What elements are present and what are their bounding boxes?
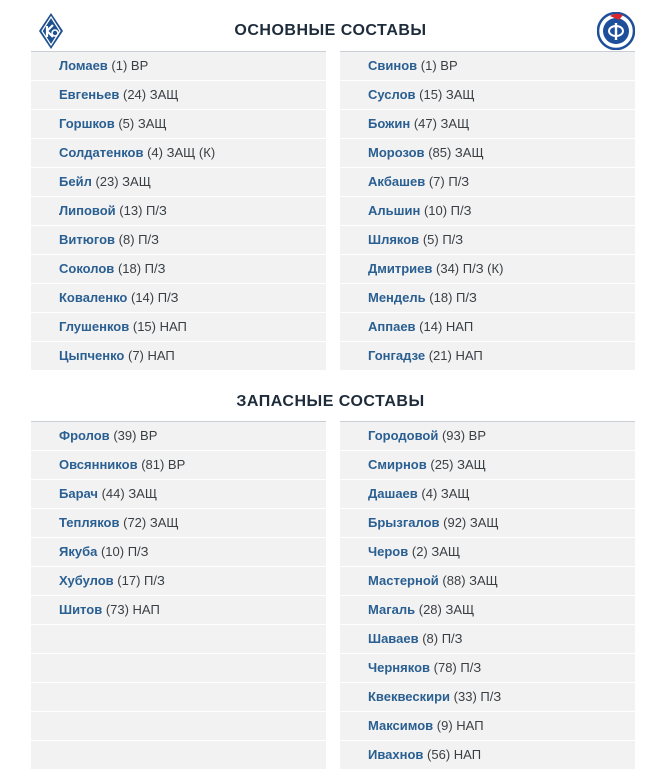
starting-away-list: [340, 51, 635, 371]
player-name-link[interactable]: Витюгов: [59, 232, 116, 247]
player-name-link[interactable]: Брызгалов: [368, 515, 440, 530]
player-name-link[interactable]: Божин: [368, 116, 411, 131]
player-number-position: (7) НАП: [127, 348, 175, 363]
player-number-position: (15) ЗАЩ: [419, 87, 475, 102]
player-name-link[interactable]: Мастерной: [368, 573, 439, 588]
player-name-link[interactable]: Евгеньев: [59, 87, 120, 102]
player-name-link[interactable]: Солдатенков: [59, 145, 144, 160]
player-name-link[interactable]: Бейл: [59, 174, 92, 189]
player-number-position: (93) ВР: [441, 428, 487, 443]
player-row: [340, 110, 635, 139]
player-row: [340, 226, 635, 255]
player-number-position: (2) ЗАЩ: [411, 544, 461, 559]
player-row: [31, 451, 326, 480]
player-name-link[interactable]: Аппаев: [368, 319, 416, 334]
player-number-position: (18) П/З: [429, 290, 477, 305]
player-row: [340, 313, 635, 342]
player-number-position: (10) П/З: [100, 544, 149, 559]
substitutes-title: ЗАПАСНЫЕ СОСТАВЫ: [236, 393, 425, 410]
player-number-position: (8) П/З: [422, 631, 463, 646]
empty-row: [31, 741, 326, 770]
player-number-position: (33) П/З: [453, 689, 502, 704]
player-number-position: (34) П/З (К): [436, 261, 504, 276]
player-name-link[interactable]: Магаль: [368, 602, 416, 617]
empty-row: [31, 625, 326, 654]
player-number-position: (85) ЗАЩ: [428, 145, 484, 160]
player-name-link[interactable]: Гонгадзе: [368, 348, 426, 363]
player-name-link[interactable]: Свинов: [368, 58, 418, 73]
player-row: [31, 567, 326, 596]
player-number-position: (17) П/З: [117, 573, 165, 588]
player-row: [340, 451, 635, 480]
empty-row: [31, 683, 326, 712]
player-number-position: (25) ЗАЩ: [430, 457, 486, 472]
player-name-link[interactable]: Коваленко: [59, 290, 128, 305]
player-number-position: (4) ЗАЩ (К): [147, 145, 216, 160]
player-row: [340, 625, 635, 654]
player-number-position: (39) ВР: [113, 428, 158, 443]
player-number-position: (18) П/З: [117, 261, 166, 276]
starting-lineups-title: ОСНОВНЫЕ СОСТАВЫ: [234, 22, 427, 39]
player-number-position: (15) НАП: [132, 319, 187, 334]
player-name-link[interactable]: Суслов: [368, 87, 416, 102]
player-number-position: (7) П/З: [428, 174, 470, 189]
player-number-position: (88) ЗАЩ: [442, 573, 498, 588]
player-row: [340, 712, 635, 741]
player-row: [340, 52, 635, 81]
player-number-position: (44) ЗАЩ: [101, 486, 158, 501]
substitutes-home-list: [31, 421, 326, 770]
player-row: [340, 567, 635, 596]
player-number-position: (23) ЗАЩ: [95, 174, 151, 189]
player-name-link[interactable]: Тепляков: [59, 515, 120, 530]
player-row: [31, 52, 326, 81]
player-row: [340, 255, 635, 284]
player-row: [340, 654, 635, 683]
player-number-position: (1) ВР: [111, 58, 149, 73]
player-name-link[interactable]: Черов: [368, 544, 409, 559]
player-number-position: (5) ЗАЩ: [118, 116, 167, 131]
player-name-link[interactable]: Липовой: [59, 203, 116, 218]
player-row: [340, 168, 635, 197]
empty-row: [31, 712, 326, 741]
player-name-link[interactable]: Городовой: [368, 428, 439, 443]
player-number-position: (9) НАП: [436, 718, 484, 733]
player-name-link[interactable]: Шляков: [368, 232, 420, 247]
player-row: [31, 139, 326, 168]
player-number-position: (47) ЗАЩ: [413, 116, 470, 131]
player-row: [340, 741, 635, 770]
player-number-position: (8) П/З: [118, 232, 159, 247]
substitutes-away-list: [340, 421, 635, 770]
player-name-link[interactable]: Соколов: [59, 261, 115, 276]
player-row: [31, 422, 326, 451]
player-name-link[interactable]: Квеквескири: [368, 689, 451, 704]
player-row: [340, 284, 635, 313]
player-number-position: (56) НАП: [427, 747, 482, 762]
player-row: [340, 480, 635, 509]
player-number-position: (14) НАП: [419, 319, 474, 334]
player-number-position: (24) ЗАЩ: [123, 87, 179, 102]
player-number-position: (73) НАП: [105, 602, 160, 617]
player-row: [340, 342, 635, 371]
player-row: [31, 480, 326, 509]
player-number-position: (10) П/З: [423, 203, 472, 218]
player-row: [340, 683, 635, 712]
player-row: [340, 139, 635, 168]
player-name-link[interactable]: Горшков: [59, 116, 115, 131]
player-row: [31, 538, 326, 567]
player-number-position: (21) НАП: [428, 348, 483, 363]
player-row: [31, 168, 326, 197]
player-name-link[interactable]: Глушенков: [59, 319, 130, 334]
player-name-link[interactable]: Овсянников: [59, 457, 138, 472]
player-number-position: (92) ЗАЩ: [443, 515, 499, 530]
player-row: [31, 342, 326, 371]
player-number-position: (14) П/З: [131, 290, 179, 305]
player-name-link[interactable]: Дмитриев: [368, 261, 433, 276]
player-number-position: (4) ЗАЩ: [421, 486, 470, 501]
empty-row: [31, 654, 326, 683]
player-row: [31, 110, 326, 139]
player-number-position: (28) ЗАЩ: [418, 602, 475, 617]
player-row: [31, 284, 326, 313]
player-number-position: (1) ВР: [420, 58, 458, 73]
player-number-position: (72) ЗАЩ: [123, 515, 179, 530]
player-name-link[interactable]: Черняков: [368, 660, 431, 675]
player-name-link[interactable]: Ивахнов: [368, 747, 424, 762]
player-name-link[interactable]: Хубулов: [59, 573, 114, 588]
player-row: [31, 255, 326, 284]
player-row: [31, 81, 326, 110]
player-number-position: (13) П/З: [119, 203, 167, 218]
player-name-link[interactable]: Шаваев: [368, 631, 419, 646]
player-row: [31, 197, 326, 226]
player-number-position: (5) П/З: [422, 232, 464, 247]
player-row: [340, 422, 635, 451]
player-row: [31, 596, 326, 625]
player-row: [340, 538, 635, 567]
player-row: [31, 313, 326, 342]
player-row: [340, 81, 635, 110]
player-name-link[interactable]: Фролов: [59, 428, 110, 443]
player-name-link[interactable]: Цыпченко: [59, 348, 125, 363]
player-name-link[interactable]: Якуба: [59, 544, 98, 559]
player-row: [340, 596, 635, 625]
player-name-link[interactable]: Акбашев: [368, 174, 426, 189]
player-number-position: (78) П/З: [433, 660, 482, 675]
player-name-link[interactable]: Шитов: [59, 602, 103, 617]
starting-home-list: [31, 51, 326, 371]
player-name-link[interactable]: Морозов: [368, 145, 425, 160]
player-number-position: (81) ВР: [141, 457, 186, 472]
player-row: [340, 197, 635, 226]
player-name-link[interactable]: Барач: [59, 486, 98, 501]
player-name-link[interactable]: Смирнов: [368, 457, 427, 472]
player-name-link[interactable]: Ломаев: [59, 58, 108, 73]
player-name-link[interactable]: Альшин: [368, 203, 421, 218]
player-name-link[interactable]: Дашаев: [368, 486, 418, 501]
player-row: [31, 226, 326, 255]
player-row: [31, 509, 326, 538]
player-row: [340, 509, 635, 538]
player-name-link[interactable]: Мендель: [368, 290, 426, 305]
player-name-link[interactable]: Максимов: [368, 718, 434, 733]
